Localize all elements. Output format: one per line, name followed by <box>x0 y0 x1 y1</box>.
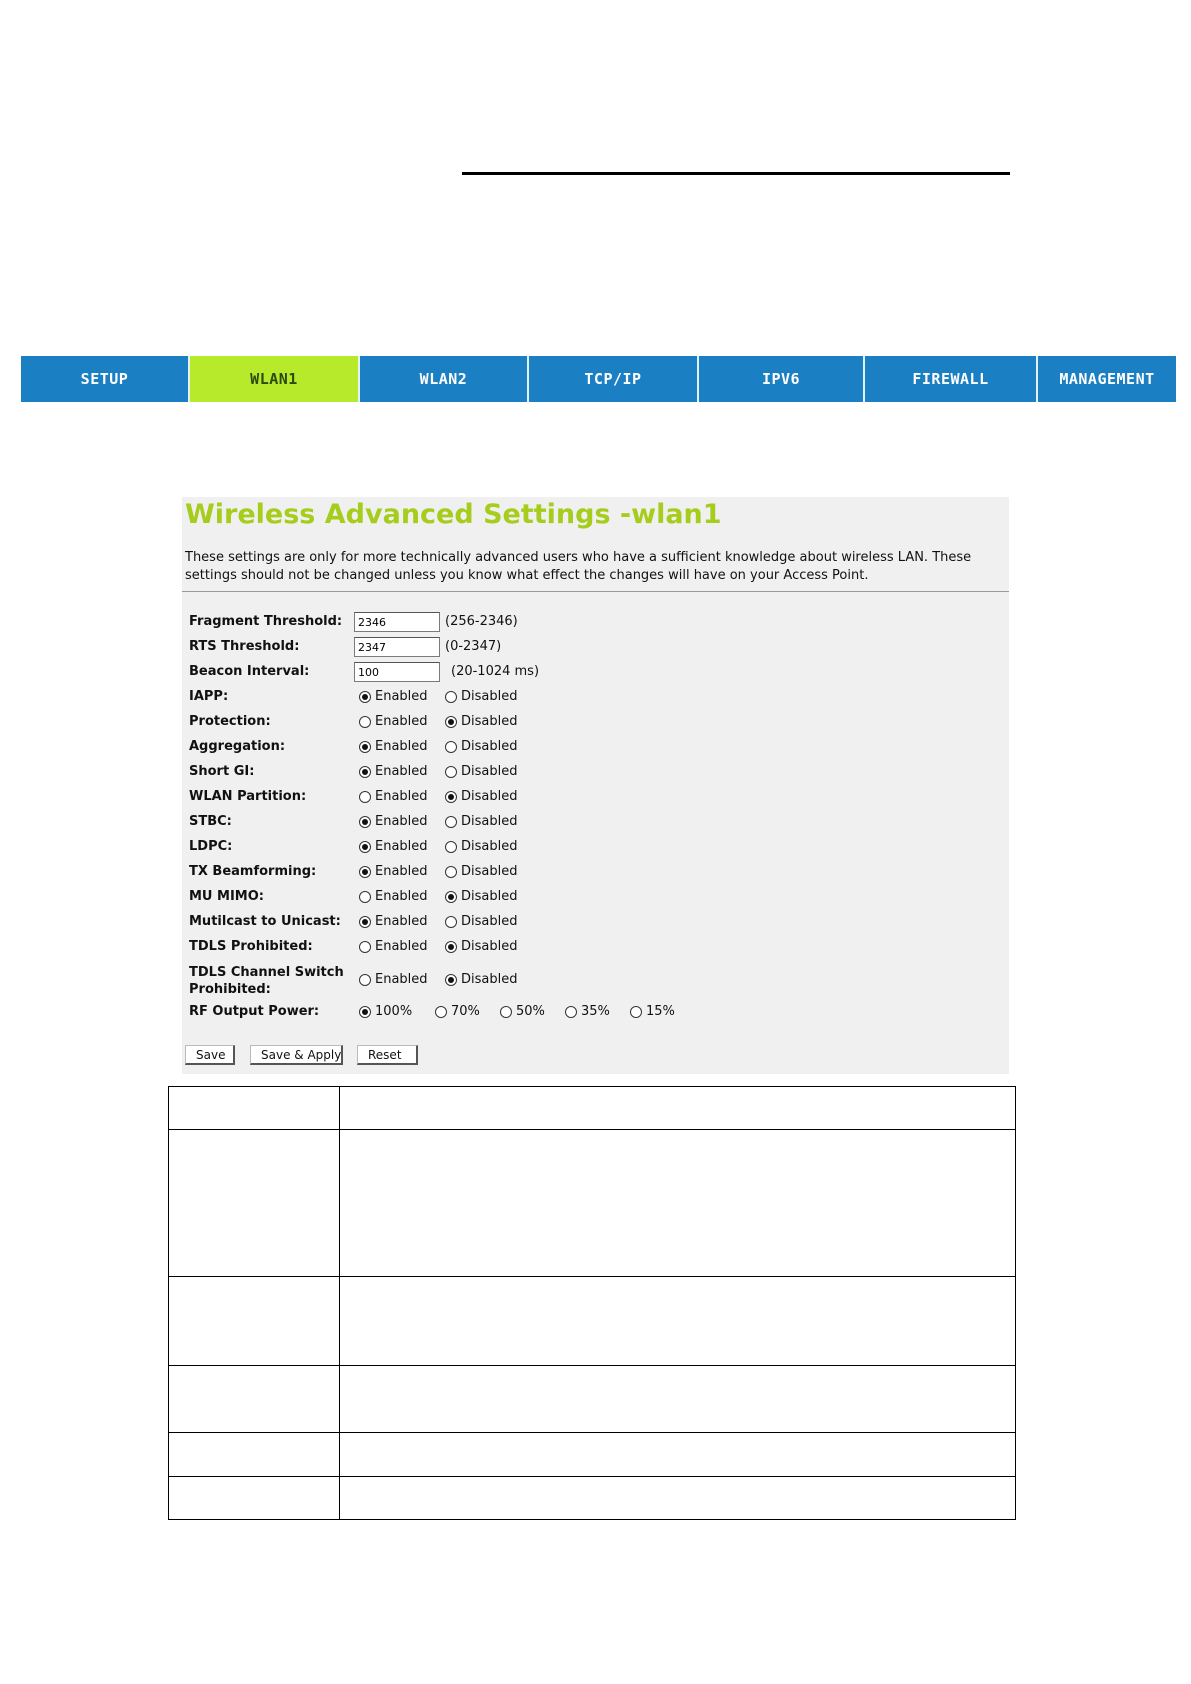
radio-indicator <box>445 716 457 728</box>
table-cell <box>169 1433 340 1477</box>
tab-tcpip[interactable]: TCP/IP <box>529 356 699 402</box>
enabled-radio[interactable] <box>359 764 428 779</box>
enabled-radio[interactable] <box>359 889 428 904</box>
radio-label: Enabled <box>375 814 428 829</box>
rts-threshold-label: RTS Threshold: <box>189 639 300 654</box>
table-row <box>169 1433 1016 1477</box>
radio-indicator <box>359 916 371 928</box>
toggle-row-short-gi <box>189 762 989 784</box>
radio-indicator <box>359 974 371 986</box>
radio-label: Disabled <box>461 972 518 987</box>
toggle-label <box>189 964 344 998</box>
radio-label: Disabled <box>461 764 518 779</box>
toggle-row-aggregation <box>189 737 989 759</box>
radio-indicator <box>445 766 457 778</box>
radio-label: Enabled <box>375 789 428 804</box>
radio-indicator <box>445 841 457 853</box>
radio-label: Enabled <box>375 914 428 929</box>
radio-indicator <box>359 716 371 728</box>
title-divider <box>182 591 1009 592</box>
radio-indicator <box>445 916 457 928</box>
disabled-radio[interactable] <box>445 814 517 829</box>
toggle-label: TX Beamforming: <box>189 864 317 879</box>
disabled-radio[interactable] <box>445 689 517 704</box>
toggle-label: STBC: <box>189 814 232 829</box>
table-row <box>169 1366 1016 1433</box>
disabled-radio[interactable] <box>445 889 517 904</box>
table-cell <box>169 1087 340 1130</box>
rf-power-15-radio[interactable] <box>630 1004 675 1019</box>
toggle-row-tdls-channel-switch <box>189 965 989 997</box>
tab-wlan1[interactable]: WLAN1 <box>190 356 360 402</box>
toggle-row-tdls-prohibited <box>189 937 989 959</box>
toggle-label: Protection: <box>189 714 271 729</box>
fragment-threshold-input[interactable] <box>354 612 440 632</box>
radio-label: Disabled <box>461 889 518 904</box>
rf-power-100-radio[interactable] <box>359 1004 412 1019</box>
fragment-threshold-label: Fragment Threshold: <box>189 614 343 629</box>
toggle-row-tx-beamforming <box>189 862 989 884</box>
radio-indicator <box>445 741 457 753</box>
rf-output-power-label: RF Output Power: <box>189 1004 320 1019</box>
rts-threshold-range: (0-2347) <box>445 639 502 654</box>
radio-label: Disabled <box>461 789 518 804</box>
radio-label: Disabled <box>461 939 518 954</box>
table-cell <box>169 1277 340 1366</box>
toggle-row-wlan-partition <box>189 787 989 809</box>
enabled-radio[interactable] <box>359 689 428 704</box>
radio-indicator <box>445 974 457 986</box>
toggle-row-ldpc <box>189 837 989 859</box>
radio-label: Disabled <box>461 714 518 729</box>
enabled-radio[interactable] <box>359 739 428 754</box>
radio-label: Enabled <box>375 839 428 854</box>
description-table <box>168 1086 1016 1520</box>
rts-threshold-row <box>189 637 989 659</box>
radio-indicator <box>445 941 457 953</box>
tab-firewall[interactable]: FIREWALL <box>865 356 1038 402</box>
table-cell <box>169 1477 340 1520</box>
action-buttons <box>185 1045 985 1067</box>
radio-label: Disabled <box>461 814 518 829</box>
page-description: These settings are only for more technically advanced users who have a sufficient knowledge about wireless LAN. These settings should not be changed unless you know what effect the changes will have on your Access Point. <box>185 550 972 583</box>
enabled-radio[interactable] <box>359 814 428 829</box>
tab-wlan2[interactable]: WLAN2 <box>360 356 529 402</box>
disabled-radio[interactable] <box>445 789 517 804</box>
enabled-radio[interactable] <box>359 914 428 929</box>
rf-output-power-row <box>189 1002 989 1024</box>
tab-management[interactable]: MANAGEMENT <box>1038 356 1176 402</box>
reset-button[interactable]: Reset <box>357 1045 418 1065</box>
table-cell <box>340 1277 1016 1366</box>
table-row <box>169 1130 1016 1277</box>
radio-label: Disabled <box>461 739 518 754</box>
disabled-radio[interactable] <box>445 839 517 854</box>
radio-label: Enabled <box>375 939 428 954</box>
toggle-label: WLAN Partition: <box>189 789 307 804</box>
toggle-label: Mutilcast to Unicast: <box>189 914 341 929</box>
radio-label: Enabled <box>375 689 428 704</box>
toggle-row-stbc <box>189 812 989 834</box>
beacon-interval-row <box>189 662 989 684</box>
radio-indicator <box>445 791 457 803</box>
radio-label: Enabled <box>375 764 428 779</box>
radio-label: Enabled <box>375 714 428 729</box>
radio-label: 15% <box>646 1004 675 1019</box>
table-cell <box>340 1130 1016 1277</box>
radio-indicator <box>359 941 371 953</box>
radio-indicator <box>500 1006 512 1018</box>
disabled-radio[interactable] <box>445 864 517 879</box>
enabled-radio[interactable] <box>359 939 428 954</box>
radio-indicator <box>445 691 457 703</box>
radio-indicator <box>445 866 457 878</box>
radio-label: Disabled <box>461 689 518 704</box>
radio-label: 100% <box>375 1004 413 1019</box>
radio-indicator <box>359 691 371 703</box>
rts-threshold-input[interactable] <box>354 637 440 657</box>
toggle-label: TDLS Prohibited: <box>189 939 313 954</box>
disabled-radio[interactable] <box>445 739 517 754</box>
toggle-label: Aggregation: <box>189 739 286 754</box>
table-cell <box>340 1433 1016 1477</box>
main-nav <box>21 356 1176 402</box>
radio-label: Disabled <box>461 839 518 854</box>
radio-indicator <box>630 1006 642 1018</box>
toggle-label-line2: Prohibited: <box>189 982 271 997</box>
toggle-label: LDPC: <box>189 839 233 854</box>
radio-label: Enabled <box>375 972 428 987</box>
radio-indicator <box>565 1006 577 1018</box>
table-cell <box>340 1087 1016 1130</box>
table-cell <box>340 1477 1016 1520</box>
enabled-radio[interactable] <box>359 714 428 729</box>
enabled-radio[interactable] <box>359 972 428 987</box>
enabled-radio[interactable] <box>359 839 428 854</box>
radio-label: Enabled <box>375 864 428 879</box>
radio-label: Disabled <box>461 864 518 879</box>
disabled-radio[interactable] <box>445 939 517 954</box>
toggle-label-line1: TDLS Channel Switch <box>189 965 344 980</box>
table-cell <box>169 1130 340 1277</box>
radio-indicator <box>359 741 371 753</box>
radio-label: 70% <box>451 1004 480 1019</box>
radio-label: 50% <box>516 1004 545 1019</box>
toggle-label: IAPP: <box>189 689 229 704</box>
radio-indicator <box>359 766 371 778</box>
beacon-interval-input[interactable] <box>354 662 440 682</box>
toggle-row-multicast-to-unicast <box>189 912 989 934</box>
beacon-interval-label: Beacon Interval: <box>189 664 310 679</box>
radio-label: 35% <box>581 1004 610 1019</box>
toggle-row-protection <box>189 712 989 734</box>
radio-indicator <box>359 891 371 903</box>
tab-setup[interactable]: SETUP <box>21 356 190 402</box>
radio-indicator <box>359 1006 371 1018</box>
fragment-threshold-row <box>189 612 989 634</box>
radio-indicator <box>359 866 371 878</box>
save-button[interactable]: Save <box>185 1045 235 1065</box>
fragment-threshold-range: (256-2346) <box>445 614 518 629</box>
radio-label: Disabled <box>461 914 518 929</box>
enabled-radio[interactable] <box>359 789 428 804</box>
table-row <box>169 1277 1016 1366</box>
tab-ipv6[interactable]: IPV6 <box>699 356 865 402</box>
radio-label: Enabled <box>375 889 428 904</box>
table-row <box>169 1477 1016 1520</box>
table-cell <box>340 1366 1016 1433</box>
disabled-radio[interactable] <box>445 714 517 729</box>
save-apply-button[interactable]: Save & Apply <box>250 1045 343 1065</box>
rf-power-35-radio[interactable] <box>565 1004 610 1019</box>
toggle-label: Short GI: <box>189 764 255 779</box>
beacon-interval-range: (20-1024 ms) <box>451 664 540 679</box>
radio-indicator <box>359 791 371 803</box>
radio-indicator <box>445 816 457 828</box>
rf-power-50-radio[interactable] <box>500 1004 545 1019</box>
radio-label: Enabled <box>375 739 428 754</box>
toggle-label: MU MIMO: <box>189 889 264 904</box>
enabled-radio[interactable] <box>359 864 428 879</box>
radio-indicator <box>359 816 371 828</box>
table-cell <box>169 1366 340 1433</box>
radio-indicator <box>445 891 457 903</box>
radio-indicator <box>435 1006 447 1018</box>
disabled-radio[interactable] <box>445 764 517 779</box>
disabled-radio[interactable] <box>445 914 517 929</box>
disabled-radio[interactable] <box>445 972 517 987</box>
rf-power-70-radio[interactable] <box>435 1004 480 1019</box>
header-rule <box>462 172 1010 175</box>
table-row <box>169 1087 1016 1130</box>
toggle-row-mu-mimo <box>189 887 989 909</box>
toggle-row-iapp <box>189 687 989 709</box>
page-title: Wireless Advanced Settings -wlan1 <box>185 499 722 530</box>
advanced-settings-panel <box>182 497 1009 1074</box>
radio-indicator <box>359 841 371 853</box>
